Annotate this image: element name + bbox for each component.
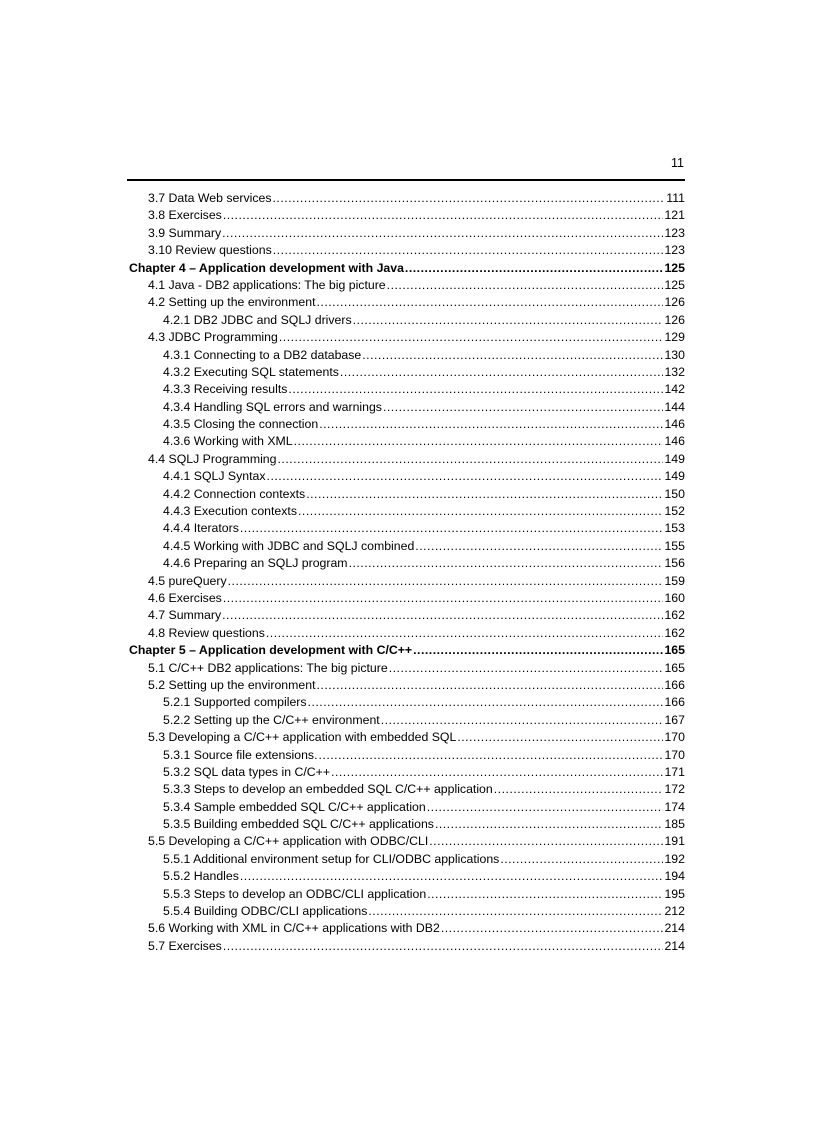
- toc-entry-page-number: 159: [664, 573, 685, 588]
- toc-entry-page-number: 125: [664, 260, 685, 275]
- toc-entry-page-number: 195: [664, 886, 685, 901]
- dot-leader: [240, 868, 664, 885]
- toc-entry-page-number: 126: [664, 295, 685, 310]
- toc-entry[interactable]: [0, 886, 816, 903]
- toc-entry-page-number: 166: [664, 695, 685, 710]
- dot-leader: [298, 503, 663, 520]
- toc-entry-title: 3.8 Exercises: [148, 208, 222, 223]
- toc-entry-title: 5.7 Exercises: [148, 938, 222, 953]
- toc-entry[interactable]: [0, 573, 816, 590]
- toc-entry-title: 5.3.1 Source file extensions.: [163, 747, 318, 762]
- toc-entry-title: 4.4.2 Connection contexts: [163, 486, 306, 501]
- toc-chapter-entry[interactable]: [0, 642, 816, 659]
- toc-entry-title: 4.8 Review questions: [148, 625, 265, 640]
- dot-leader: [240, 520, 664, 537]
- toc-entry-page-number: 214: [664, 921, 685, 936]
- toc-entry-page-number: 123: [664, 243, 685, 258]
- toc-entry[interactable]: [0, 851, 816, 868]
- toc-entry-page-number: 126: [664, 312, 685, 327]
- dot-leader: [494, 781, 664, 798]
- toc-entry-page-number: 165: [664, 660, 685, 675]
- toc-entry-title: 4.3.2 Executing SQL statements: [163, 364, 339, 379]
- toc-entry[interactable]: [0, 468, 816, 485]
- toc-entry-title: 4.4 SQLJ Programming: [148, 451, 277, 466]
- toc-entry-page-number: 144: [664, 399, 685, 414]
- dot-leader: [415, 538, 663, 555]
- toc-entry[interactable]: [0, 451, 816, 468]
- dot-leader: [223, 590, 664, 607]
- toc-entry-page-number: 150: [664, 486, 685, 501]
- toc-entry-page-number: 212: [664, 904, 685, 919]
- dot-leader: [319, 416, 663, 433]
- toc-entry[interactable]: [0, 712, 816, 729]
- toc-entry-title: 3.10 Review questions: [148, 243, 272, 258]
- toc-entry-page-number: 174: [664, 799, 685, 814]
- toc-entry-page-number: 171: [664, 764, 685, 779]
- toc-entry[interactable]: [0, 503, 816, 520]
- toc-entry-page-number: 155: [664, 538, 685, 553]
- dot-leader: [273, 242, 664, 259]
- toc-entry[interactable]: [0, 868, 816, 885]
- toc-entry[interactable]: [0, 781, 816, 798]
- dot-leader: [441, 920, 664, 937]
- toc-entry-title: 4.3.6 Working with XML: [163, 434, 293, 449]
- dot-leader: [278, 451, 664, 468]
- toc-entry[interactable]: [0, 416, 816, 433]
- dot-leader: [288, 381, 663, 398]
- toc-entry-page-number: 149: [664, 451, 685, 466]
- dot-leader: [353, 312, 664, 329]
- toc-entry-title: 5.3.2 SQL data types in C/C++: [163, 764, 331, 779]
- toc-entry-page-number: 166: [664, 677, 685, 692]
- toc-entry-title: 4.4.5 Working with JDBC and SQLJ combined: [163, 538, 415, 553]
- toc-entry-page-number: 152: [664, 504, 685, 519]
- toc-entry[interactable]: [0, 399, 816, 416]
- toc-entry-page-number: 146: [664, 434, 685, 449]
- dot-leader: [362, 347, 663, 364]
- toc-entry-title: 5.3 Developing a C/C++ application with embedded SQL: [148, 730, 457, 745]
- toc-entry-title: Chapter 4 – Application development with Java: [129, 260, 404, 275]
- toc-entry[interactable]: [0, 903, 816, 920]
- toc-entry-title: 4.3.1 Connecting to a DB2 database: [163, 347, 362, 362]
- dot-leader: [294, 433, 664, 450]
- dot-leader: [349, 555, 664, 572]
- toc-entry[interactable]: [0, 694, 816, 711]
- toc-entry-title: 5.5.1 Additional environment setup for CLI/ODBC applications: [163, 851, 500, 866]
- dot-leader: [223, 207, 664, 224]
- toc-entry-title: 4.2.1 DB2 JDBC and SQLJ drivers: [163, 312, 352, 327]
- dot-leader: [429, 833, 663, 850]
- toc-entry-title: 4.2 Setting up the environment: [148, 295, 316, 310]
- toc-entry-page-number: 153: [664, 521, 685, 536]
- toc-entry[interactable]: [0, 677, 816, 694]
- dot-leader: [413, 642, 663, 659]
- dot-leader: [222, 225, 663, 242]
- toc-entry-page-number: 125: [664, 277, 685, 292]
- toc-entry[interactable]: [0, 747, 816, 764]
- toc-entry-page-number: 172: [664, 782, 685, 797]
- toc-entry-page-number: 123: [664, 225, 685, 240]
- toc-entry-page-number: 185: [664, 817, 685, 832]
- dot-leader: [435, 816, 664, 833]
- toc-entry-page-number: 194: [664, 869, 685, 884]
- toc-entry-page-number: 132: [664, 364, 685, 379]
- toc-entry-title: 4.4.3 Execution contexts: [163, 504, 297, 519]
- toc-entry-page-number: 162: [664, 625, 685, 640]
- toc-entry[interactable]: [0, 190, 816, 207]
- toc-entry-page-number: 165: [664, 643, 685, 658]
- toc-entry-page-number: 167: [664, 712, 685, 727]
- toc-entry-title: 5.3.3 Steps to develop an embedded SQL C/C++ application: [163, 782, 493, 797]
- dot-leader: [405, 260, 664, 277]
- dot-leader: [228, 573, 664, 590]
- toc-entry-page-number: 160: [664, 590, 685, 605]
- dot-leader: [223, 938, 664, 955]
- toc-entry[interactable]: [0, 433, 816, 450]
- toc-entry[interactable]: [0, 625, 816, 642]
- toc-entry-title: 4.3.3 Receiving results: [163, 382, 288, 397]
- toc-entry-page-number: 130: [664, 347, 685, 362]
- dot-leader: [308, 694, 664, 711]
- dot-leader: [500, 851, 663, 868]
- toc-entry-title: 4.4.1 SQLJ Syntax: [163, 469, 266, 484]
- toc-entry-page-number: 162: [664, 608, 685, 623]
- toc-entry-title: 5.6 Working with XML in C/C++ applications with DB2: [148, 921, 440, 936]
- toc-entry-title: 4.6 Exercises: [148, 590, 222, 605]
- toc-entry[interactable]: [0, 920, 816, 937]
- toc-entry-page-number: 156: [664, 556, 685, 571]
- toc-entry[interactable]: [0, 381, 816, 398]
- toc-entry[interactable]: [0, 590, 816, 607]
- toc-entry-page-number: 142: [664, 382, 685, 397]
- toc-entry[interactable]: [0, 764, 816, 781]
- toc-entry-page-number: 146: [664, 417, 685, 432]
- toc-entry-page-number: 129: [664, 330, 685, 345]
- dot-leader: [383, 399, 664, 416]
- dot-leader: [222, 607, 663, 624]
- page-number: 11: [671, 156, 684, 170]
- dot-leader: [317, 294, 664, 311]
- toc-entry-title: 4.4.6 Preparing an SQLJ program: [163, 556, 348, 571]
- toc-entry-page-number: 111: [666, 191, 685, 205]
- toc-entry-title: 3.7 Data Web services: [148, 191, 272, 205]
- dot-leader: [389, 660, 664, 677]
- dot-leader: [381, 712, 664, 729]
- toc-entry[interactable]: [0, 660, 816, 677]
- dot-leader: [306, 486, 663, 503]
- toc-entry[interactable]: [0, 729, 816, 746]
- toc-entry[interactable]: [0, 538, 816, 555]
- toc-entry-title: 5.2.1 Supported compilers: [163, 695, 307, 710]
- toc-entry-page-number: 170: [664, 747, 685, 762]
- toc-entry-title: 3.9 Summary: [148, 225, 222, 240]
- toc-entry-page-number: 149: [664, 469, 685, 484]
- toc-entry[interactable]: [0, 312, 816, 329]
- toc-entry-title: Chapter 5 – Application development with C/C++: [129, 643, 413, 658]
- toc-entry-title: 5.5.3 Steps to develop an ODBC/CLI application: [163, 886, 427, 901]
- toc-entry[interactable]: [0, 294, 816, 311]
- dot-leader: [279, 329, 664, 346]
- toc-entry-title: 4.1 Java - DB2 applications: The big picture: [148, 277, 386, 292]
- toc-entry-title: 5.5 Developing a C/C++ application with ODBC/CLI: [148, 834, 429, 849]
- toc-entry[interactable]: [0, 555, 816, 572]
- dot-leader: [331, 764, 663, 781]
- dot-leader: [340, 364, 664, 381]
- toc-entry-title: 5.5.2 Handles: [163, 869, 239, 884]
- toc-entry[interactable]: [0, 520, 816, 537]
- toc-entry-title: 5.3.5 Building embedded SQL C/C++ applications: [163, 817, 434, 832]
- toc-entry-title: 5.2 Setting up the environment: [148, 677, 316, 692]
- toc-chapter-entry[interactable]: [0, 260, 816, 277]
- toc-entry[interactable]: [0, 277, 816, 294]
- toc-entry[interactable]: [0, 225, 816, 242]
- toc-entry-page-number: 214: [664, 938, 685, 953]
- toc-entry-title: 5.1 C/C++ DB2 applications: The big picture: [148, 660, 388, 675]
- toc-entry-title: 4.7 Summary: [148, 608, 222, 623]
- toc-entry-title: 5.5.4 Building ODBC/CLI applications: [163, 904, 368, 919]
- toc-entry[interactable]: [0, 607, 816, 624]
- toc-entry-title: 5.3.4 Sample embedded SQL C/C++ application: [163, 799, 426, 814]
- toc-entry-title: 4.3.5 Closing the connection: [163, 417, 319, 432]
- toc-entry[interactable]: [0, 938, 816, 955]
- dot-leader: [368, 903, 663, 920]
- toc-entry-page-number: 170: [664, 730, 685, 745]
- toc-entry[interactable]: [0, 833, 816, 850]
- toc-entry-title: 4.5 pureQuery: [148, 573, 227, 588]
- toc-entry[interactable]: [0, 799, 816, 816]
- toc-entry-title: 4.3 JDBC Programming: [148, 330, 278, 345]
- toc-entry-page-number: 192: [664, 851, 685, 866]
- toc-entry-page-number: 121: [664, 208, 685, 223]
- toc-entry[interactable]: [0, 329, 816, 346]
- dot-leader: [457, 729, 663, 746]
- dot-leader: [267, 468, 664, 485]
- dot-leader: [319, 747, 664, 764]
- dot-leader: [427, 886, 663, 903]
- toc-entry[interactable]: [0, 207, 816, 224]
- toc-entry[interactable]: [0, 364, 816, 381]
- toc-entry-title: 4.3.4 Handling SQL errors and warnings: [163, 399, 382, 414]
- toc-entry[interactable]: [0, 347, 816, 364]
- dot-leader: [427, 799, 664, 816]
- dot-leader: [317, 677, 664, 694]
- toc-entry-page-number: 191: [664, 834, 685, 849]
- toc-entry[interactable]: [0, 816, 816, 833]
- toc-entry[interactable]: [0, 486, 816, 503]
- dot-leader: [266, 625, 664, 642]
- dot-leader: [387, 277, 664, 294]
- toc-entry-title: 5.2.2 Setting up the C/C++ environment: [163, 712, 380, 727]
- header-rule: [127, 179, 685, 181]
- table-of-contents: [0, 190, 816, 955]
- toc-entry[interactable]: [0, 242, 816, 259]
- toc-entry-title: 4.4.4 Iterators: [163, 521, 239, 536]
- dot-leader: [272, 190, 665, 207]
